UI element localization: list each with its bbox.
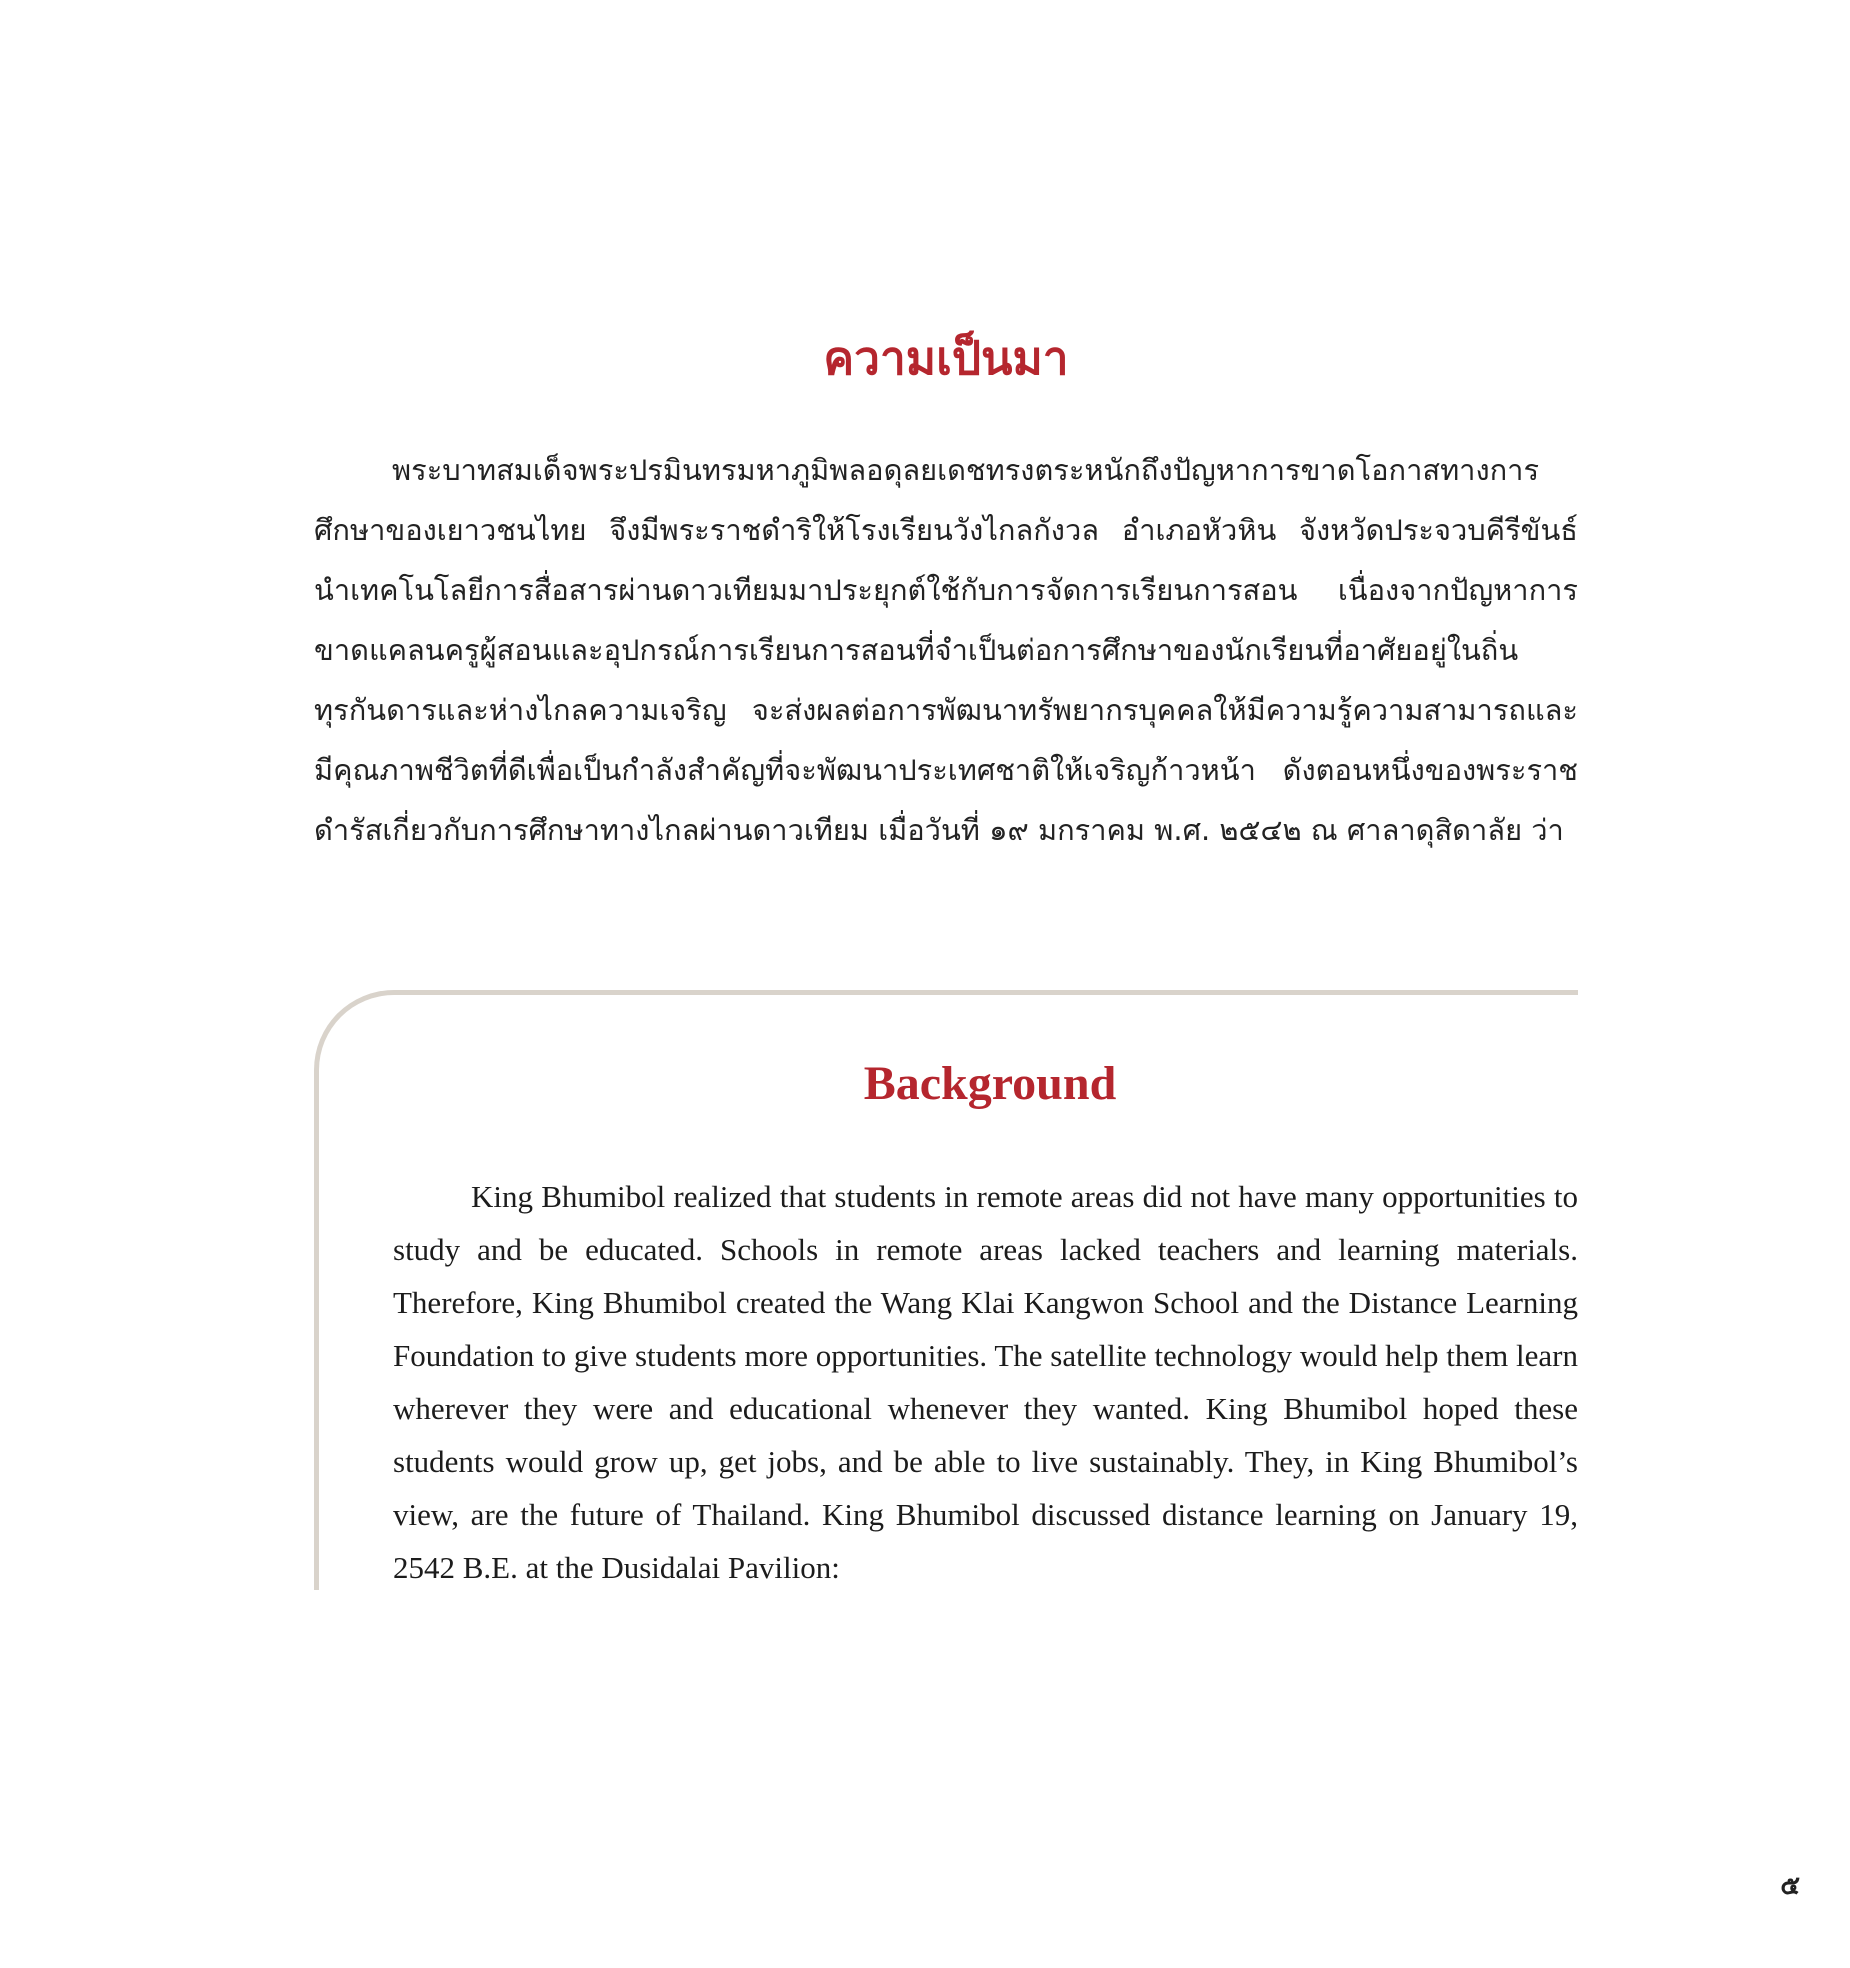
english-section-body: King Bhumibol realized that students in remote areas did not have many opportunities to study and be educated. Schools in remote areas lacked teachers and learning materials. Therefore, King Bhumibol created the Wang Klai Kangwon School and the Distance Learning Foundation to give students more opportunities. The satellite technology would help them learn wherever they were and educational whenever they wanted. King Bhumibol hoped these students would grow up, get jobs, and be able to live sustainably. They, in King Bhumibol’s view, are the future of Thailand. King Bhumibol discussed distance learning on January 19, 2542 B.E. at the Dusidalai Pavilion: [393,1179,1578,1585]
page-number: ๕ [1780,1871,1800,1901]
thai-section-body: พระบาทสมเด็จพระปรมินทรมหาภูมิพลอดุลยเดชทรงตระหนักถึงปัญหาการขาดโอกาสทางการศึกษาของเยาวชนไทย จึงมีพระราชดำริให้โรงเรียนวังไกลกังวล อำเภอหัวหิน จังหวัดประจวบคีรีขันธ์ นำเทคโนโลยีการสื่อสารผ่านดาวเทียมมาประยุกต์ใช้กับการจัดการเรียนการสอน เนื่องจากปัญหาการขาดแคลนครูผู้สอนและอุปกรณ์การเรียนการสอนที่จำเป็นต่อการศึกษาของนักเรียนที่อาศัยอยู่ในถิ่นทุรกันดารและห่างไกลความเจริญ จะส่งผลต่อการพัฒนาทรัพยากรบุคคลให้มีความรู้ความสามารถและมีคุณภาพชีวิตที่ดีเพื่อเป็นกำลังสำคัญที่จะพัฒนาประเทศชาติให้เจริญก้าวหน้า ดังตอนหนึ่งของพระราชดำรัสเกี่ยวกับการศึกษาทางไกลผ่านดาวเทียม เมื่อวันที่ ๑๙ มกราคม พ.ศ. ๒๕๔๒ ณ ศาลาดุสิดาลัย ว่า [314,453,1578,847]
thai-section-title: ความเป็นมา [823,331,1069,385]
english-section-title: Background [863,1057,1117,1110]
